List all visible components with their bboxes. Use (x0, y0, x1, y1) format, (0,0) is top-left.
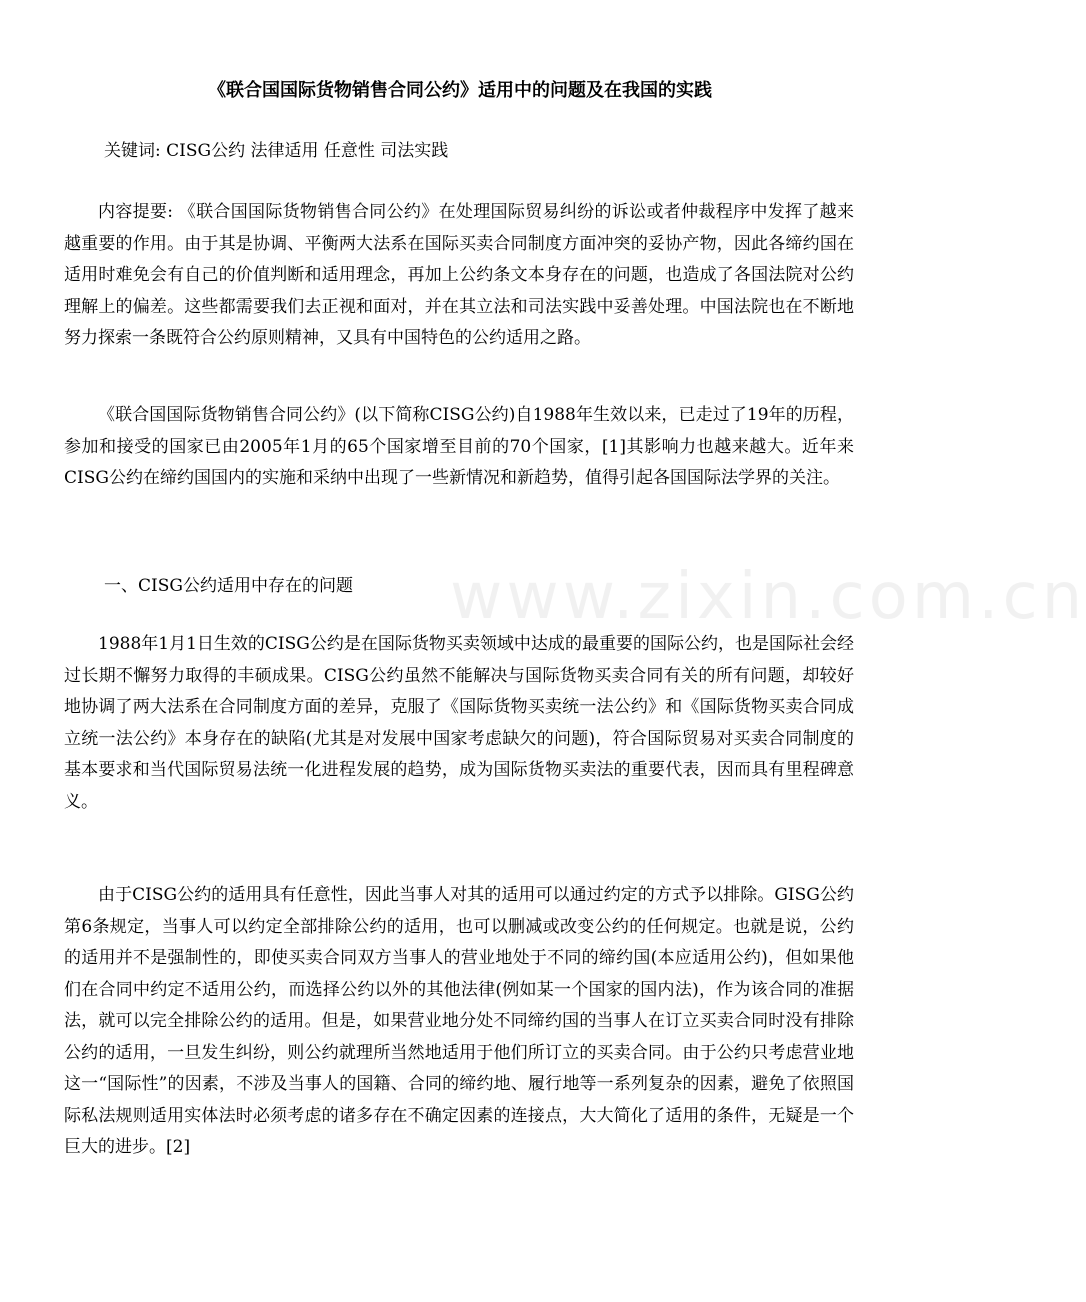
watermark: www.zixin.com.cn (450, 560, 1086, 634)
section-heading: 一、CISG公约适用中存在的问题 (104, 576, 353, 596)
intro-paragraph: 《联合国国际货物销售合同公约》(以下简称CISG公约)自1988年生效以来，已走过了19年的历程，参加和接受的国家已由2005年1月的65个国家增至目前的70个国家，[1]其影响力也越来越大。近年来CISG公约在缔约国国内的实施和采纳中出现了一些新情况和新趋势，值得引起各国国际法学界的关注。 (64, 405, 854, 488)
abstract-paragraph: 内容提要: 《联合国国际货物销售合同公约》在处理国际贸易纠纷的诉讼或者仲裁程序中发挥了越来越重要的作用。由于其是协调、平衡两大法系在国际买卖合同制度方面冲突的妥协产物，因此各缔约国在适用时难免会有自己的价值判断和适用理念，再加上公约条文本身存在的问题，也造成了各国法院对公约理解上的偏差。这些都需要我们去正视和面对，并在其立法和司法实践中妥善处理。中国法院也在不断地努力探索一条既符合公约原则精神，又具有中国特色的公约适用之路。 (64, 202, 854, 348)
document-title: 《联合国国际货物销售合同公约》适用中的问题及在我国的实践 (208, 80, 712, 101)
section-paragraph: 1988年1月1日生效的CISG公约是在国际货物买卖领域中达成的最重要的国际公约，也是国际社会经过长期不懈努力取得的丰硕成果。CISG公约虽然不能解决与国际货物买卖合同有关的所有问题，却较好地协调了两大法系在合同制度方面的差异，克服了《国际货物买卖统一法公约》和《国际货物买卖合同成立统一法公约》本身存在的缺陷(尤其是对发展中国家考虑缺欠的问题)，符合国际贸易对买卖合同制度的基本要求和当代国际贸易法统一化进程发展的趋势，成为国际货物买卖法的重要代表，因而具有里程碑意义。 (64, 634, 854, 812)
section-paragraph: 由于CISG公约的适用具有任意性，因此当事人对其的适用可以通过约定的方式予以排除。GISG公约第6条规定，当事人可以约定全部排除公约的适用，也可以删减或改变公约的任何规定。也就是说，公约的适用并不是强制性的，即使买卖合同双方当事人的营业地处于不同的缔约国(本应适用公约)，但如果他们在合同中约定不适用公约，而选择公约以外的其他法律(例如某一个国家的国内法)，作为该合同的准据法，就可以完全排除公约的适用。但是，如果营业地分处不同缔约国的当事人在订立买卖合同时没有排除公约的适用，一旦发生纠纷，则公约就理所当然地适用于他们所订立的买卖合同。由于公约只考虑营业地这一“国际性”的因素，不涉及当事人的国籍、合同的缔约地、履行地等一系列复杂的因素，避免了依照国际私法规则适用实体法时必须考虑的诸多存在不确定因素的连接点，大大简化了适用的条件，无疑是一个巨大的进步。[2] (64, 885, 854, 1157)
keywords-line: 关键词: CISG公约 法律适用 任意性 司法实践 (104, 141, 449, 161)
